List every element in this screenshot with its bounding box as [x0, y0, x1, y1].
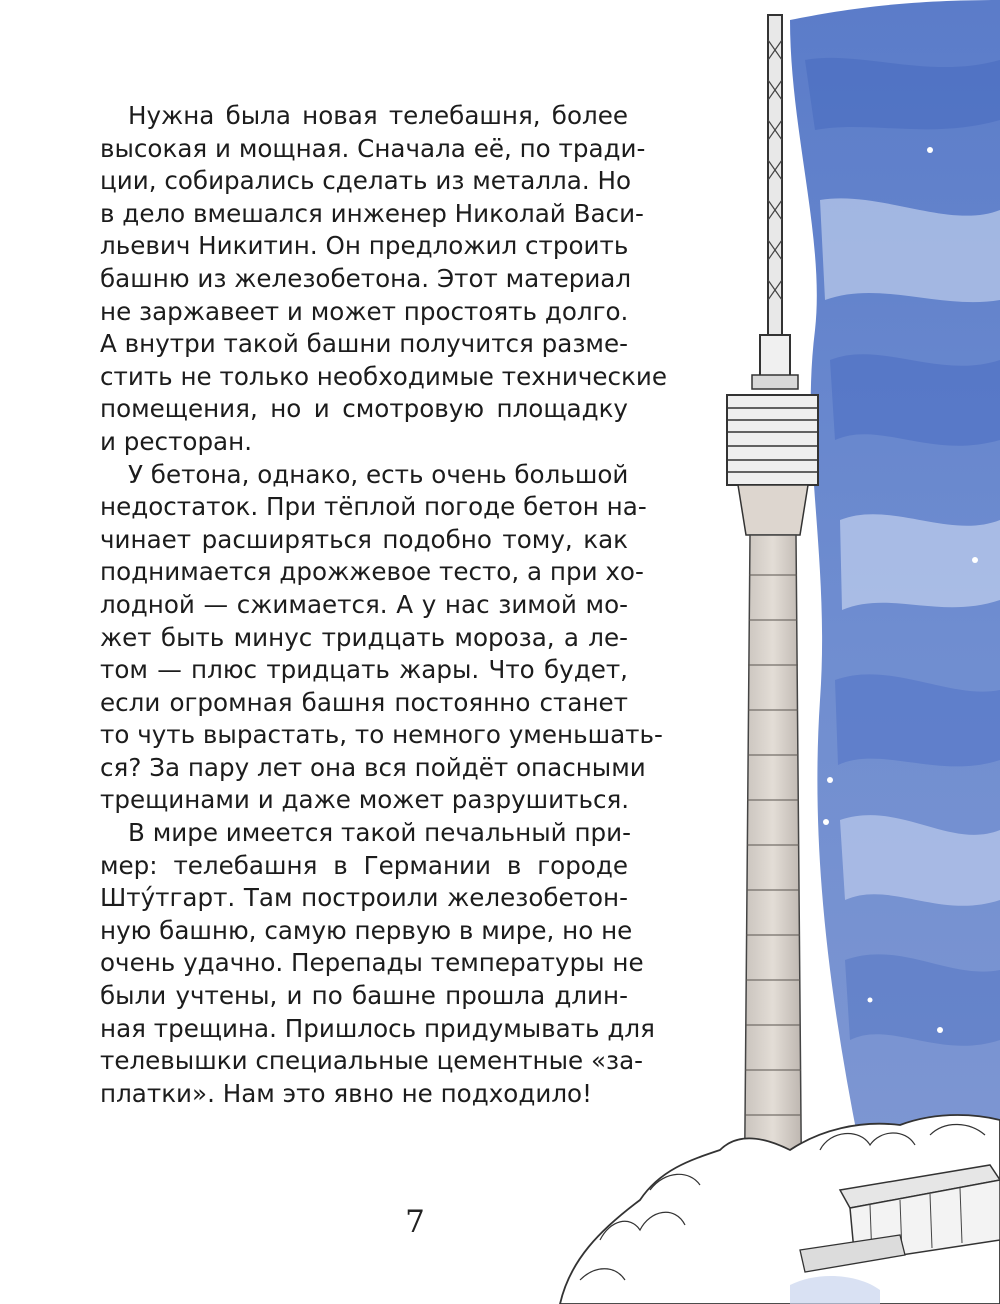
text-line: ную башню, самую первую в мире, но не	[100, 915, 633, 945]
tower	[727, 15, 818, 1240]
text-line: не заржавеет и может простоять долго.	[100, 296, 629, 326]
text-line: то чуть вырастать, то немного уменьшать-	[100, 720, 663, 750]
text-line: ции, собирались сделать из металла. Но	[100, 166, 632, 196]
text-line: У бетона, однако, есть очень большой	[128, 459, 629, 489]
text-line: стить не только необходимые технические	[100, 361, 667, 391]
text-line: ная трещина. Пришлось придумывать для	[100, 1013, 655, 1043]
text-line: мер: телебашня в Германии в городе	[100, 850, 628, 880]
text-line: были учтены, и по башне прошла длин-	[100, 981, 628, 1011]
text-line: очень удачно. Перепады температуры не	[100, 948, 644, 978]
sky-background	[775, 0, 1000, 1150]
page-number: 7	[405, 1204, 425, 1240]
text-line: и ресторан.	[100, 426, 253, 456]
paragraph-2	[100, 459, 663, 818]
text-line: В мире имеется такой печальный при-	[128, 818, 632, 848]
main-text	[100, 100, 667, 1110]
text-line: А внутри такой башни получится разме-	[100, 329, 628, 359]
paragraph-3	[100, 817, 655, 1110]
text-line: поднимается дрожжевое тесто, а при хо-	[100, 557, 644, 587]
text-line: недостаток. При тёплой погоде бетон на-	[100, 492, 647, 522]
text-line: лодной — сжимается. А у нас зимой мо-	[100, 589, 628, 619]
text-line: если огромная башня постоянно станет	[100, 687, 628, 717]
text-line: телевышки специальные цементные «за-	[100, 1046, 644, 1076]
text-line: трещинами и даже может разрушиться.	[100, 785, 630, 815]
text-line: чинает расширяться подобно тому, как	[100, 524, 628, 554]
text-line: башню из железобетона. Этот материал	[100, 263, 632, 293]
text-line: ся? За пару лет она вся пойдёт опасными	[100, 752, 646, 782]
text-line: в дело вмешался инженер Николай Васи-	[100, 198, 644, 228]
text-line: жет быть минус тридцать мороза, а ле-	[100, 622, 628, 652]
text-line: том — плюс тридцать жары. Что будет,	[100, 655, 628, 685]
text-line: высокая и мощная. Сначала её, по тради-	[100, 133, 646, 163]
paragraph-1	[100, 100, 667, 459]
text-line: платки». Нам это явно не подходило!	[100, 1078, 592, 1108]
text-line: помещения, но и смотровую площадку	[100, 394, 628, 424]
text-line: льевич Никитин. Он предложил строить	[100, 231, 629, 261]
text-line: Нужна была новая телебашня, более	[128, 101, 628, 130]
text-line: Штýтгарт. Там построили железобетон-	[100, 883, 628, 913]
